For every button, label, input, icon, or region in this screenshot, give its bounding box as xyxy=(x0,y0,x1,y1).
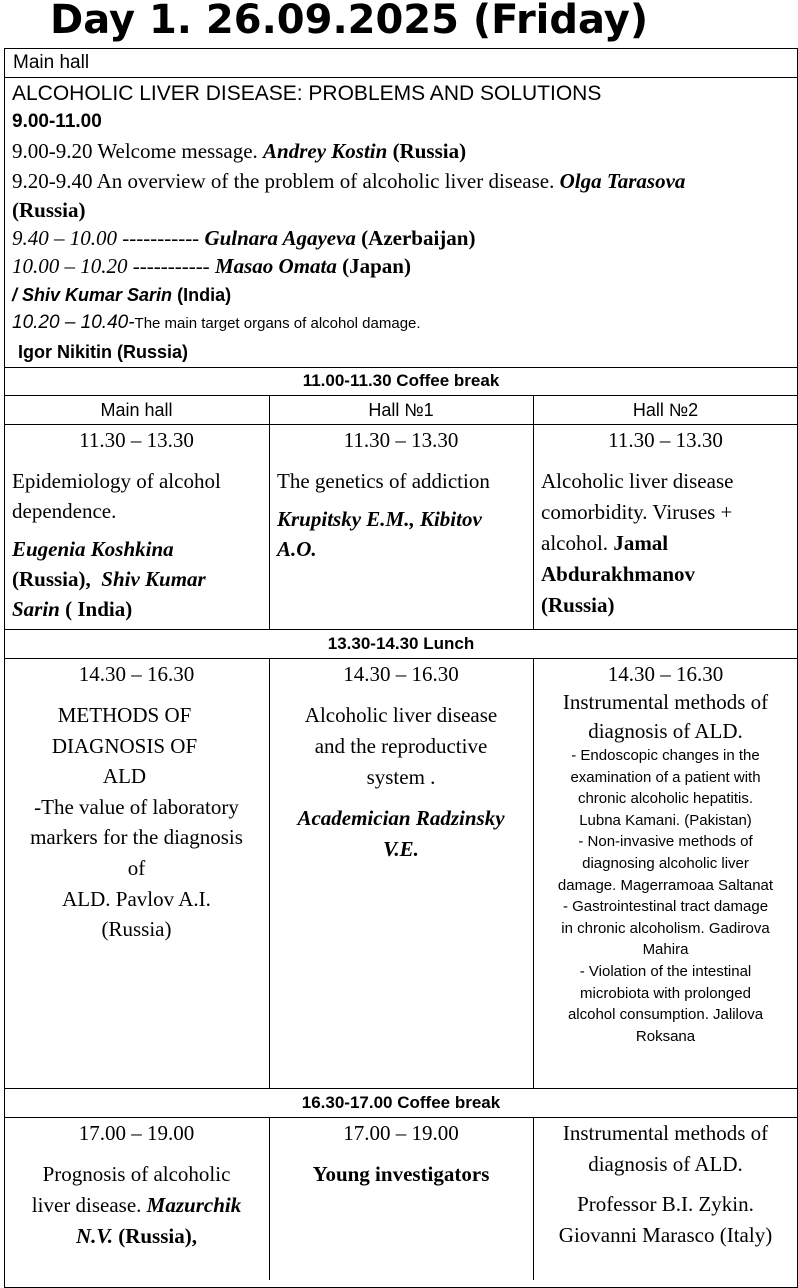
speaker-name: Masao Omata xyxy=(214,254,337,278)
speaker-name: Abdurakhmanov xyxy=(541,562,696,586)
agenda-line-5 xyxy=(12,282,231,308)
speaker-name: Jamal xyxy=(613,531,669,555)
speaker-line xyxy=(4,1221,269,1252)
talk-line xyxy=(4,1190,269,1221)
talk-line: examination of a patient with xyxy=(570,768,761,786)
talk-line: microbiota with prolonged xyxy=(580,984,751,1002)
session-hall1-11-30 xyxy=(277,466,531,564)
hall-header-1: Hall №1 xyxy=(368,400,434,420)
speaker-name: Andrey Kostin xyxy=(263,139,388,163)
speaker-name: Eugenia Koshkina xyxy=(12,537,174,561)
agenda-text: The main target organs of alcohol damage. xyxy=(134,315,421,332)
page-title: Day 1. 26.09.2025 (Friday) xyxy=(50,0,649,43)
talk-line: DIAGNOSIS OF xyxy=(51,733,198,758)
agenda-dash: ----------- xyxy=(132,254,210,278)
talk-line: chronic alcoholic hepatitis. xyxy=(577,790,754,808)
hall-header-main: Main hall xyxy=(100,400,173,420)
speaker-name: Igor Nikitin (Russia) xyxy=(18,342,189,362)
talk-title: Instrumental methods of xyxy=(562,1121,769,1145)
row-divider xyxy=(4,77,798,78)
session-hall2-heading xyxy=(533,688,798,746)
session-time: 14.30 – 16.30 xyxy=(78,662,195,686)
coffee-break-2: 16.30-17.00 Coffee break xyxy=(301,1093,501,1112)
session-hall1-14-30 xyxy=(269,700,533,865)
agenda-text: 9.20-9.40 An overview of the problem of alcoholic liver disease. xyxy=(12,169,555,193)
speaker-line xyxy=(12,564,267,594)
speaker-name: N.V. xyxy=(76,1224,113,1248)
talk-line: in chronic alcoholism. Gadirova xyxy=(561,919,770,937)
agenda-time: 10.20 – 10.40- xyxy=(12,312,135,333)
talk-title: Prognosis of alcoholic xyxy=(42,1162,231,1186)
session-time: 14.30 – 16.30 xyxy=(607,662,724,686)
talk-title: Epidemiology of alcohol xyxy=(12,469,221,493)
speaker-name: Olga Tarasova xyxy=(559,169,686,193)
speaker-country: (Russia) xyxy=(541,593,615,617)
talk-line: Mahira xyxy=(642,941,689,959)
row-divider xyxy=(4,367,798,368)
talk-line: Roksana xyxy=(635,1027,696,1045)
row-divider xyxy=(4,658,798,659)
session-main-17-00 xyxy=(4,1159,269,1252)
talk-line: METHODS OF xyxy=(57,703,192,727)
speaker-country: (Japan) xyxy=(342,254,411,278)
session-time: 11.30 – 13.30 xyxy=(343,428,459,452)
session-time: 17.00 – 19.00 xyxy=(78,1121,195,1145)
speaker-country: (Russia), xyxy=(118,1224,197,1248)
speaker-name: Academician Radzinsky xyxy=(297,806,505,830)
speaker-country: (Russia), xyxy=(12,567,91,591)
talk-title: Young investigators xyxy=(312,1162,490,1186)
agenda-line-4 xyxy=(12,252,411,280)
talk-title xyxy=(541,528,796,559)
speaker-name: Professor B.I. Zykin. xyxy=(577,1192,754,1216)
agenda-line-3 xyxy=(12,224,475,252)
talk-title-end: alcohol. xyxy=(541,531,609,555)
top-hall-label: Main hall xyxy=(13,52,90,73)
speaker-name: Mazurchik xyxy=(146,1193,242,1217)
speaker-name: A.O. xyxy=(277,537,317,561)
session-time: 17.00 – 19.00 xyxy=(343,1121,459,1145)
talk-line: ALD. Pavlov A.I. xyxy=(62,886,211,911)
speaker-country: ( India) xyxy=(65,597,133,621)
talk-title: The genetics of addiction xyxy=(277,469,490,493)
coffee-break-1: 11.00-11.30 Coffee break xyxy=(302,371,500,390)
session-title: ALCOHOLIC LIVER DISEASE: PROBLEMS AND SOLUTIONS xyxy=(12,82,602,105)
row-divider xyxy=(4,424,798,425)
talk-line: and the reproductive xyxy=(314,734,488,758)
talk-line: Lubna Kamani. (Pakistan) xyxy=(579,811,752,829)
session-time: 11.30 – 13.30 xyxy=(608,428,723,452)
talk-title-end: liver disease. xyxy=(31,1193,142,1217)
speaker-country: (Azerbaijan) xyxy=(361,226,476,250)
talk-line: (Russia) xyxy=(101,917,172,942)
talk-line: damage. Magerramoaa Saltanat xyxy=(557,876,774,894)
session-main-11-30 xyxy=(12,466,267,624)
talk-title: diagnosis of ALD. xyxy=(588,719,743,743)
talk-line: -The value of laboratory xyxy=(34,794,239,819)
agenda-time: 9.00-9.20 Welcome message. xyxy=(12,139,258,163)
row-divider xyxy=(4,395,798,396)
talk-line: diagnosing alcoholic liver xyxy=(582,854,749,872)
talk-title: diagnosis of ALD. xyxy=(588,1152,743,1176)
speaker-country: (Russia) xyxy=(392,139,467,163)
session-time: 14.30 – 16.30 xyxy=(343,662,459,686)
agenda-dash: ----------- xyxy=(122,226,200,250)
hall-header-2: Hall №2 xyxy=(632,400,699,420)
speaker-name: Sarin xyxy=(12,597,60,621)
row-divider xyxy=(4,1088,798,1089)
talk-title: Instrumental methods of xyxy=(562,690,769,714)
talk-line: of xyxy=(127,855,146,880)
talk-title: Alcoholic liver disease xyxy=(541,469,734,493)
speaker-name: Gulnara Agayeva xyxy=(204,226,356,250)
talk-line: - Endoscopic changes in the xyxy=(571,747,760,764)
lunch-break: 13.30-14.30 Lunch xyxy=(327,634,475,653)
talk-title: comorbidity. Viruses + xyxy=(541,500,733,524)
talk-line: markers for the diagnosis xyxy=(30,825,243,850)
agenda-time: 10.00 – 10.20 xyxy=(12,254,128,278)
session-hall2-17-00 xyxy=(533,1118,798,1251)
agenda-line-1 xyxy=(12,137,466,165)
speaker-name: V.E. xyxy=(383,837,419,861)
speaker-name: Shiv Kumar xyxy=(101,567,206,591)
speaker-name: Giovanni Marasco (Italy) xyxy=(558,1223,773,1247)
session-time: 11.30 – 13.30 xyxy=(79,428,194,452)
speaker-name: Krupitsky E.M., Kibitov xyxy=(277,507,482,531)
speaker-country: (India) xyxy=(177,285,232,305)
agenda-time: 9.40 – 10.00 xyxy=(12,226,117,250)
speaker-name: / Shiv Kumar Sarin xyxy=(12,285,173,305)
talk-line: alcohol consumption. Jalilova xyxy=(567,1006,764,1024)
talk-line: - Non-invasive methods of xyxy=(578,833,753,851)
talk-line: Alcoholic liver disease xyxy=(304,703,498,727)
talk-title: dependence. xyxy=(12,499,117,523)
row-divider xyxy=(4,629,798,630)
agenda-line-6 xyxy=(12,310,421,337)
talk-line: system . xyxy=(366,765,436,789)
speaker-country: (Russia) xyxy=(12,198,86,222)
speaker-line xyxy=(12,594,267,624)
session-time: 9.00-11.00 xyxy=(12,111,102,132)
session-hall2-talks xyxy=(533,745,798,1047)
talk-line: - Violation of the intestinal xyxy=(579,962,752,980)
session-main-14-30 xyxy=(4,700,269,945)
talk-line: - Gastrointestinal tract damage xyxy=(562,898,769,916)
agenda-line-2 xyxy=(12,167,685,195)
session-hall2-11-30 xyxy=(541,466,796,621)
talk-line: ALD xyxy=(102,764,147,789)
